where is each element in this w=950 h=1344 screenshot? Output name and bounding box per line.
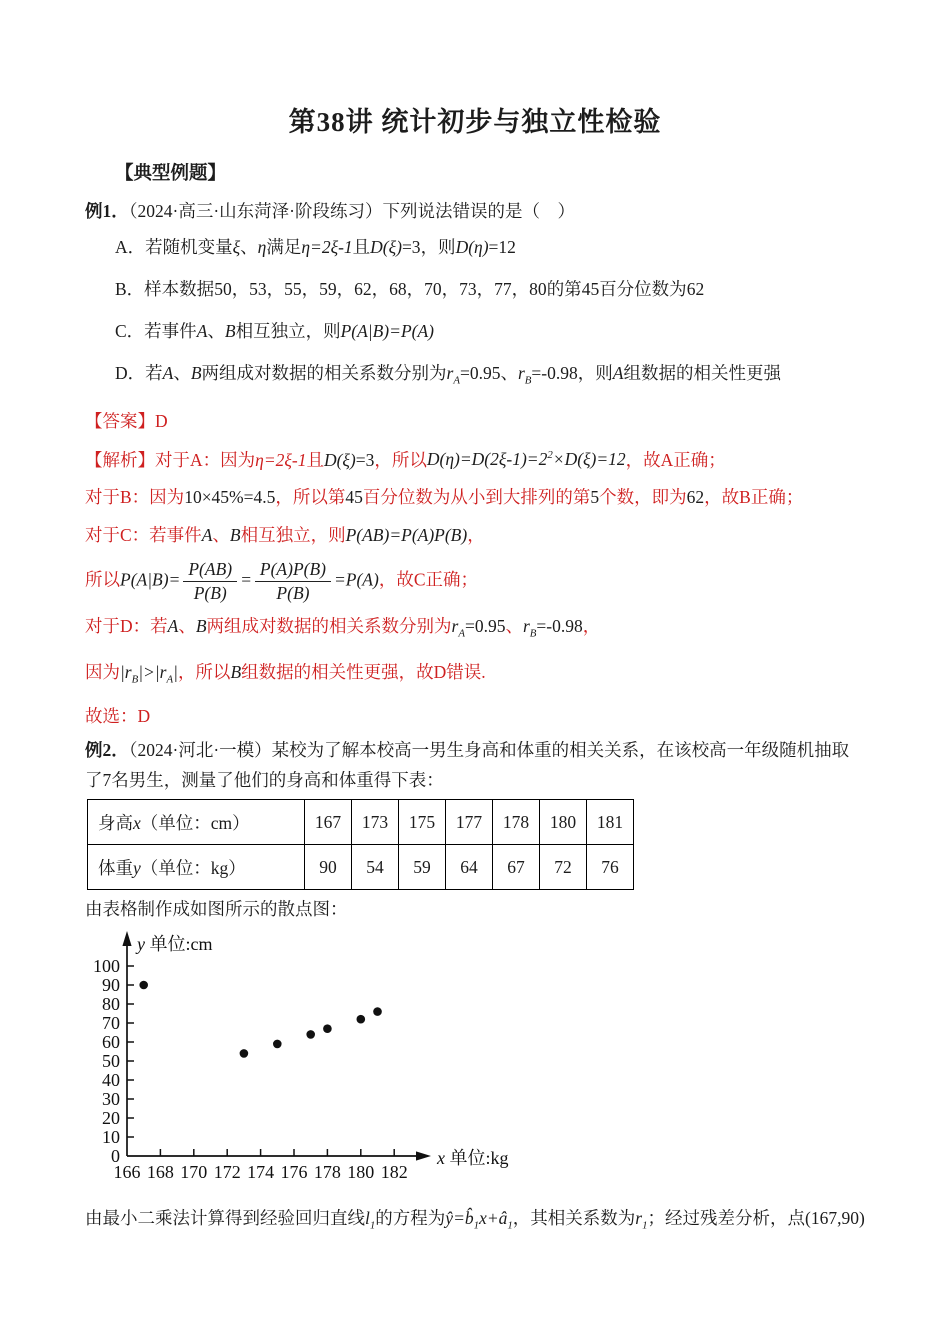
y-tick-label: 90: [102, 975, 120, 996]
analysis-line-2: 对于B：因为10×45%=4.5，所以第45百分位数为从小到大排列的第5个数，即为62，故B正确；: [85, 487, 804, 508]
analysis-line-1: 【解析】对于A：因为η=2ξ-1且D(ξ)=3，所以$D(\eta)=D(2\xi-1)=2^2\times D(\xi)=12$，故A正确；: [85, 449, 726, 470]
regression-note: 由最小二乘法计算得到经验回归直线$l_1$的方程为$ŷ=b̂_1x+â_1$，其相关系数为$r_1$；经过残差分析，点(167,90): [85, 1208, 865, 1232]
data-point: [273, 1040, 282, 1049]
scatter-plot: [85, 926, 545, 1184]
x-tick-label: 170: [180, 1162, 208, 1183]
analysis-line-6: 因为$|r_B|>|r_A|$，所以B组数据的相关性更强，故D错误.: [85, 661, 486, 686]
table-cell: 72: [540, 845, 587, 890]
x-tick-label: 180: [347, 1162, 375, 1183]
analysis-block: [85, 442, 865, 730]
y-tick-label: 30: [102, 1089, 120, 1110]
x-tick-label: 166: [113, 1162, 141, 1183]
x-tick-label: 178: [313, 1162, 341, 1183]
data-point: [306, 1030, 315, 1039]
data-point: [323, 1025, 332, 1034]
table-cell: 90: [305, 845, 352, 890]
analysis-line-3: 对于C：若事件A、B相互独立，则P(AB)=P(A)P(B)，: [85, 525, 485, 546]
option-a: A．若随机变量ξ、η满足η=2ξ-1且D(ξ)=3，则D(η)=12: [115, 237, 516, 257]
x-tick-label: 172: [213, 1162, 241, 1183]
data-point: [240, 1049, 249, 1058]
y-tick-label: 10: [102, 1127, 120, 1148]
row-header-height: 身高x（单位：cm）: [88, 800, 305, 845]
table-cell: 178: [493, 800, 540, 845]
y-tick-label: 100: [93, 956, 120, 977]
chart-area: [85, 926, 865, 1189]
example2-stem: 例2．（2024·河北·一模）某校为了解本校高一男生身高和体重的相关关系，在该校高一年级随机抽取了7名男生，测量了他们的身高和体重得下表：: [85, 740, 850, 791]
x-tick-label: 182: [380, 1162, 408, 1183]
data-point: [373, 1008, 382, 1017]
y-tick-label: 60: [102, 1032, 120, 1053]
table-cell: 181: [587, 800, 634, 845]
table-row: [88, 800, 634, 845]
y-tick-label: 50: [102, 1051, 120, 1072]
analysis-line-5: 对于D：若A、B两组成对数据的相关系数分别为$r_A=0.95$、$r_B=-0.98$，: [85, 616, 601, 640]
x-tick-label: 168: [146, 1162, 174, 1183]
analysis-line-4: 所以P(A|B)= $\frac{P(AB)}{P(B)}$ = $\frac{P(A)P(B)}{P(B)}$ =P(A)，故C正确；: [85, 559, 479, 604]
row-header-weight: 体重y（单位：kg）: [88, 845, 305, 890]
table-cell: 54: [352, 845, 399, 890]
y-tick-label: 20: [102, 1108, 120, 1129]
y-axis-arrow: [122, 931, 131, 946]
x-axis-label: x 单位:kg: [437, 1148, 509, 1169]
example1-stem: 例1．（2024·高三·山东菏泽·阶段练习）下列说法错误的是（ ）: [85, 201, 575, 221]
table-cell: 177: [446, 800, 493, 845]
x-axis-arrow: [416, 1152, 431, 1161]
option-b: B．样本数据50，53，55，59，62，68，70，73，77，80的第45百分位数为62: [115, 279, 705, 299]
table-cell: 64: [446, 845, 493, 890]
table-cell: 167: [305, 800, 352, 845]
data-point: [357, 1015, 366, 1024]
table-cell: 59: [399, 845, 446, 890]
section-header: 【典型例题】: [115, 164, 227, 184]
y-axis-label: y 单位:cm: [137, 934, 213, 955]
table-cell: 180: [540, 800, 587, 845]
fraction: $\frac{P(AB)}{P(B)}$: [183, 559, 237, 604]
table-cell: 67: [493, 845, 540, 890]
page-title: 第38讲 统计初步与独立性检验: [288, 107, 662, 137]
y-tick-label: 40: [102, 1070, 120, 1091]
table-row: [88, 845, 634, 890]
table-cell: 175: [399, 800, 446, 845]
option-c: C．若事件A、B相互独立，则P(A|B)=P(A): [115, 321, 434, 341]
data-point: [139, 981, 148, 990]
scatter-caption: 由表格制作成如图所示的散点图：: [85, 899, 348, 920]
answer-line: 【答案】D: [85, 410, 168, 431]
table-cell: 76: [587, 845, 634, 890]
final-choice: 故选：D: [85, 706, 151, 727]
y-tick-label: 70: [102, 1013, 120, 1034]
y-tick-label: 80: [102, 994, 120, 1015]
x-tick-label: 176: [280, 1162, 308, 1183]
y-tick-label: 0: [111, 1146, 120, 1167]
measurements-table: [87, 799, 634, 890]
option-d: D．若A、B两组成对数据的相关系数分别为$r_A=0.95$、$r_B=-0.98$，则A组数据的相关性更强: [115, 363, 781, 387]
x-tick-label: 174: [247, 1162, 275, 1183]
table-cell: 173: [352, 800, 399, 845]
fraction: $\frac{P(A)P(B)}{P(B)}$: [255, 559, 331, 604]
